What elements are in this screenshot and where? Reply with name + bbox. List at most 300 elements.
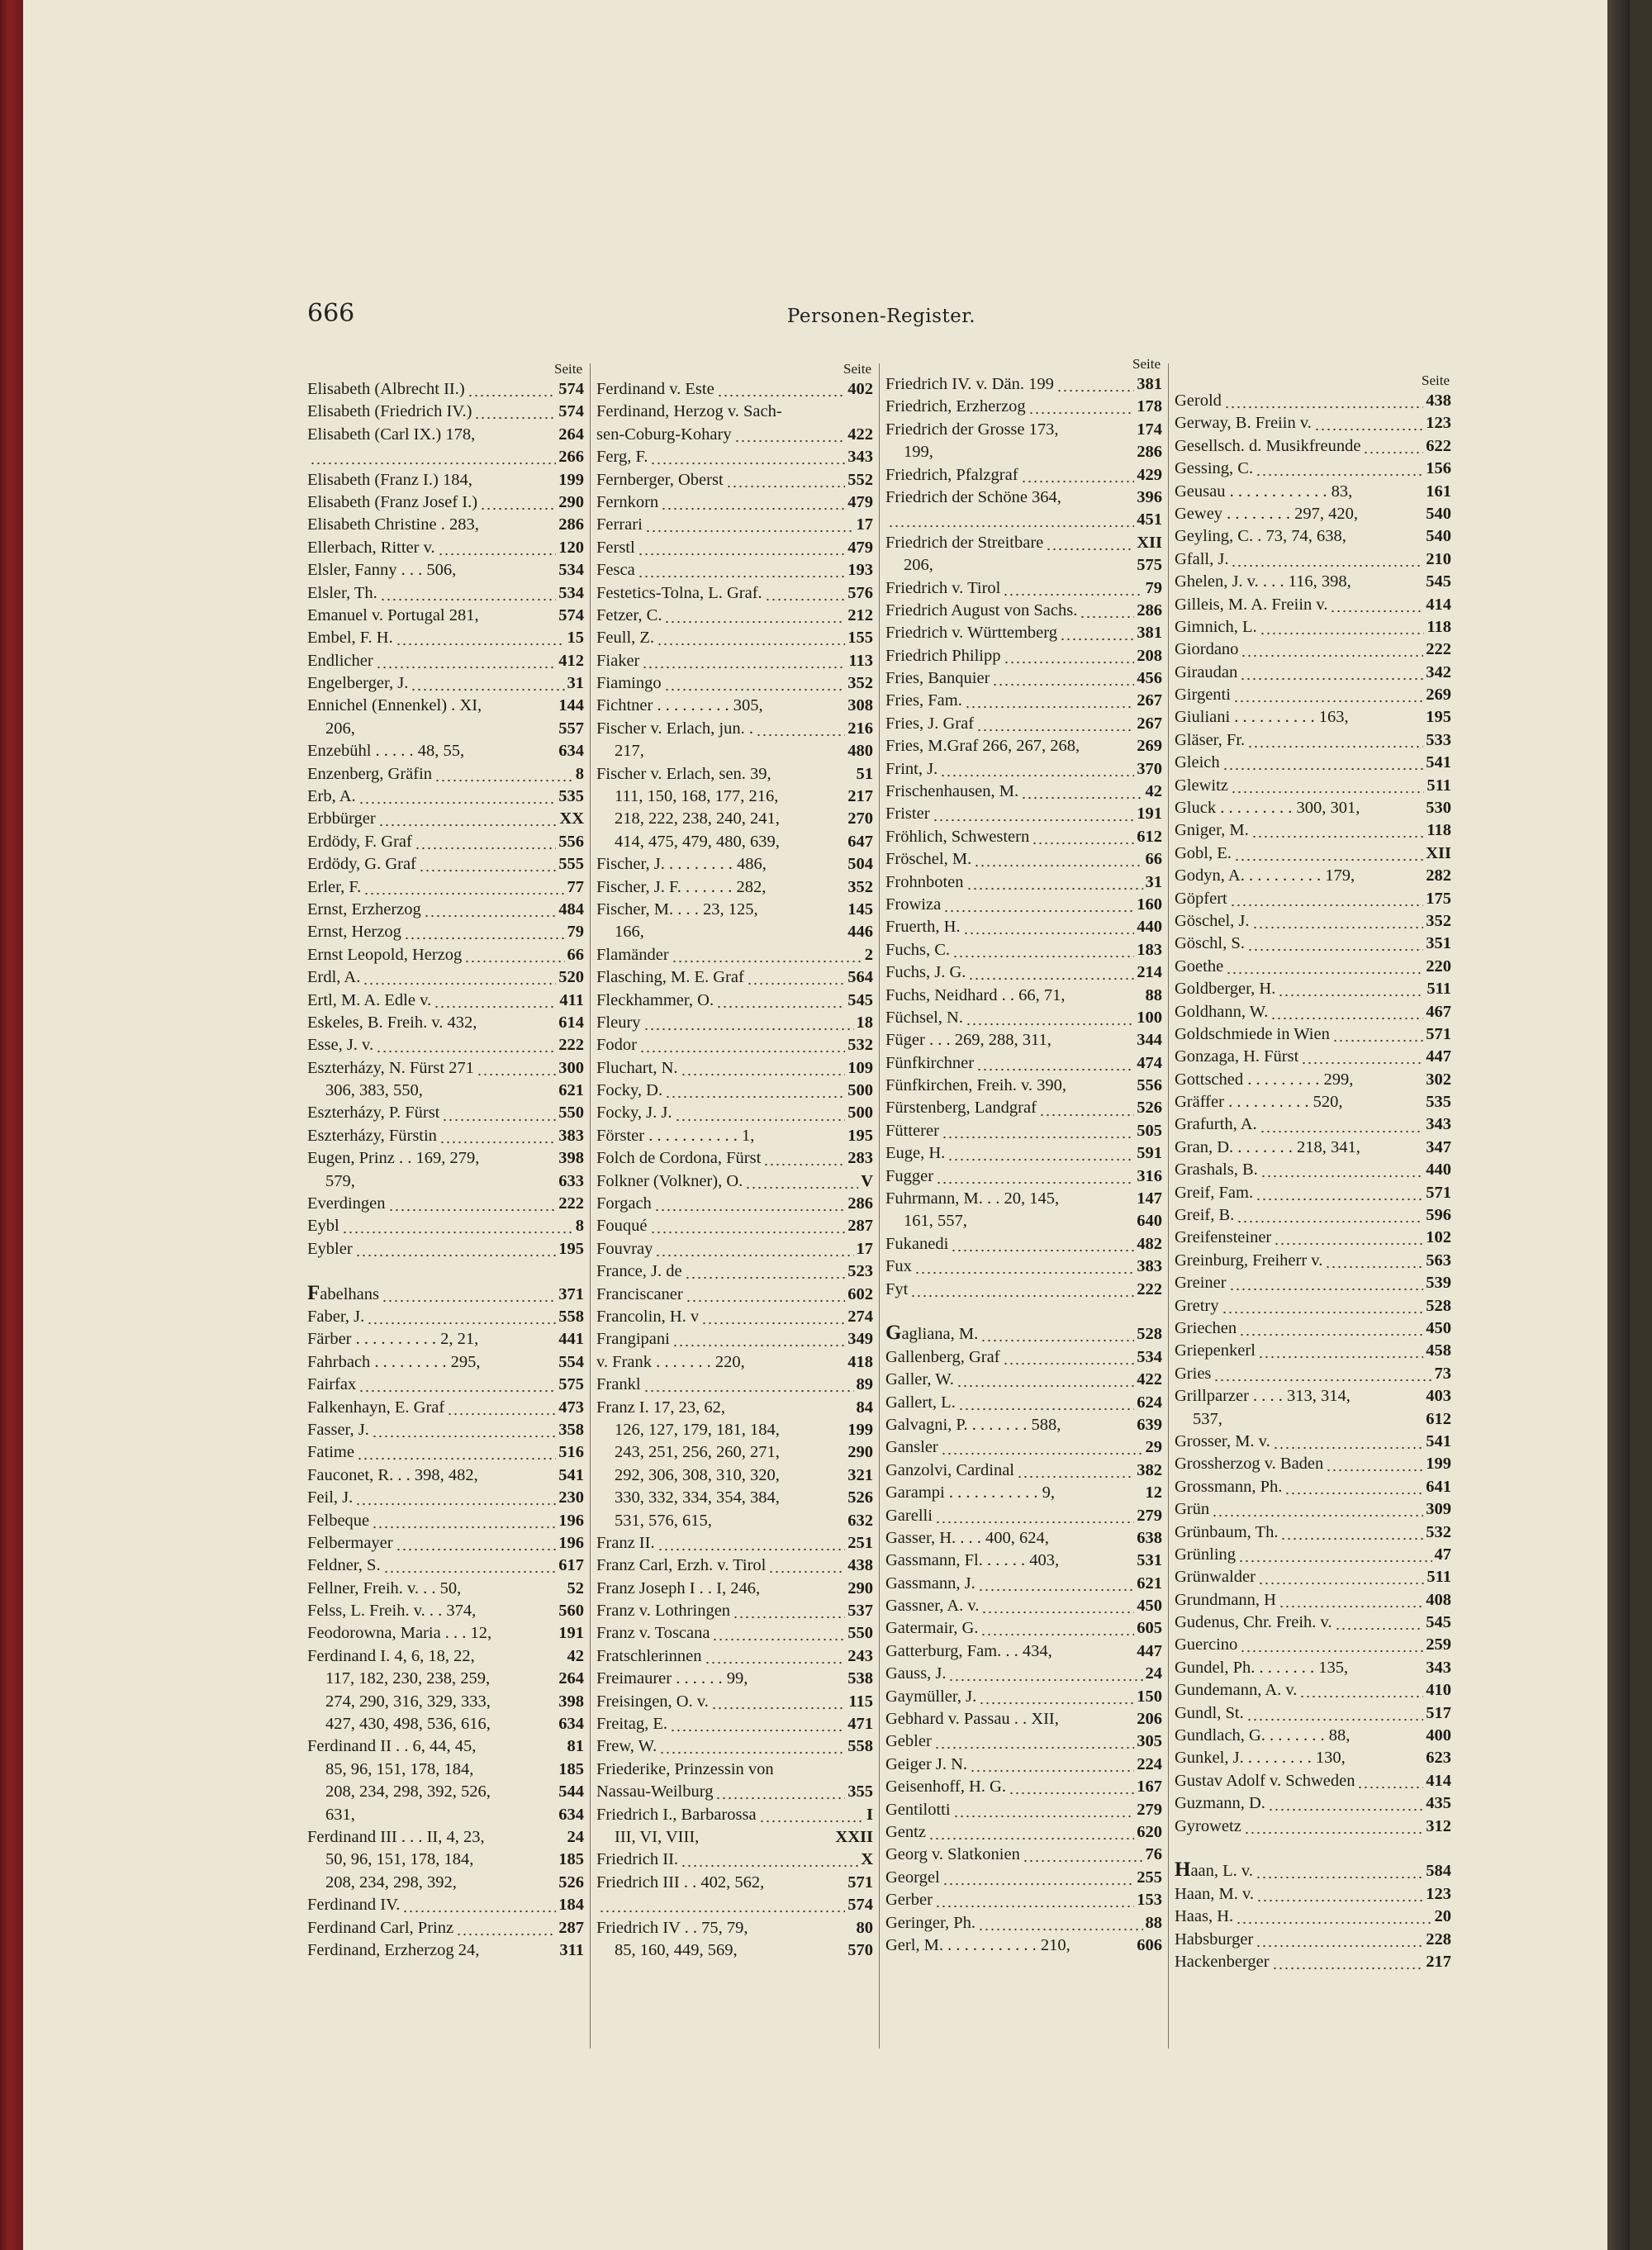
index-entry (1175, 1521, 1451, 1544)
entry-pages: 24 (567, 1827, 584, 1846)
index-entry (596, 921, 873, 943)
leader-dots (464, 944, 564, 966)
entry-pages: 120 (558, 538, 584, 557)
leader-dots (1222, 1295, 1424, 1317)
entry-name: Grashals, B. (1175, 1161, 1258, 1180)
leader-dots (1353, 1385, 1423, 1407)
entry-name: Gyrowetz (1175, 1816, 1241, 1835)
index-entry (885, 1098, 1162, 1120)
entry-pages: 440 (1426, 1161, 1451, 1180)
leader-dots (978, 1912, 1142, 1934)
entry-name: Gries (1175, 1364, 1212, 1383)
entry-pages: 270 (847, 809, 873, 828)
entry-name: 306, 383, 550, (325, 1081, 423, 1100)
leader-dots (1268, 1792, 1423, 1815)
leader-dots (928, 1821, 1134, 1844)
leader-dots (481, 1464, 557, 1487)
entry-pages: 541 (558, 1465, 584, 1484)
entry-name: Giuliani . . . . . . . . . . 163, (1175, 708, 1349, 727)
entry-name: Elisabeth (Friedrich IV.) (307, 402, 472, 421)
leader-dots (1021, 781, 1142, 803)
index-entry (307, 1645, 584, 1668)
leader-dots (769, 853, 845, 876)
leader-dots (936, 441, 1134, 463)
entry-pages: 647 (847, 832, 873, 851)
entry-pages: 191 (558, 1624, 584, 1643)
index-entry (307, 740, 584, 762)
leader-dots (1225, 1408, 1423, 1431)
leader-dots (762, 1578, 845, 1600)
entry-pages: 473 (558, 1398, 584, 1417)
seite-label: Seite (843, 361, 871, 377)
entry-pages: 156 (1426, 459, 1451, 478)
leader-dots (355, 1238, 557, 1260)
leader-dots (650, 446, 845, 468)
index-entry (885, 1776, 1162, 1798)
leader-dots (363, 876, 564, 899)
leader-dots (1351, 1657, 1423, 1679)
entry-name: Erdödy, G. Graf (307, 855, 416, 874)
entry-pages: 574 (558, 402, 584, 421)
entry-pages: 632 (847, 1511, 873, 1530)
entry-pages: 535 (558, 787, 584, 806)
entry-pages: 438 (847, 1556, 873, 1575)
entry-name: Fuchs, Neidhard . . 66, 71, (885, 985, 1066, 1004)
entry-pages: 564 (847, 968, 873, 987)
leader-dots (1260, 616, 1425, 638)
index-entry (307, 1691, 584, 1713)
entry-pages: 526 (1137, 1099, 1162, 1118)
leader-dots (782, 1419, 845, 1441)
leader-dots (1256, 1182, 1423, 1204)
entry-list (885, 373, 1162, 1957)
leader-dots (402, 1894, 556, 1916)
entry-pages: 286 (1137, 600, 1162, 619)
entry-name: Everdingen (307, 1194, 386, 1213)
leader-dots (936, 554, 1134, 577)
index-entry (1175, 865, 1451, 887)
entry-pages: 269 (1426, 686, 1451, 705)
index-entry (1175, 458, 1451, 480)
entry-pages: 456 (1137, 669, 1162, 688)
index-entry (1175, 1657, 1451, 1679)
leader-dots (442, 1103, 556, 1125)
leader-dots (1032, 826, 1134, 848)
entry-name: Enzenberg, Gräfin (307, 764, 433, 783)
entry-pages: 412 (558, 651, 584, 670)
leader-dots (664, 605, 845, 627)
leader-dots (1051, 1527, 1134, 1550)
index-entry (885, 1142, 1162, 1165)
entry-pages: 178 (1137, 397, 1162, 416)
leader-dots (1060, 622, 1134, 644)
index-entry (1175, 797, 1451, 819)
index-entry (307, 1668, 584, 1690)
index-entry (885, 1188, 1162, 1210)
leader-dots (910, 1279, 1134, 1301)
leader-dots (958, 1392, 1134, 1414)
leader-dots (1325, 1250, 1423, 1272)
leader-dots (1279, 1589, 1423, 1612)
leader-dots (357, 1441, 556, 1464)
entry-name: Eskeles, B. Freih. v. 432, (307, 1013, 477, 1032)
index-entry (1175, 1046, 1451, 1068)
entry-name: Griechen (1175, 1319, 1237, 1337)
leader-dots (477, 1057, 556, 1080)
leader-dots (970, 1754, 1134, 1776)
entry-pages: 545 (1426, 572, 1451, 591)
leader-dots (1348, 1747, 1424, 1769)
entry-name: Gerway, B. Freiin v. (1175, 414, 1312, 433)
index-entry (1175, 1453, 1451, 1475)
entry-name: Gunkel, J. . . . . . . . . 130, (1175, 1749, 1346, 1768)
entry-pages: 435 (1426, 1794, 1451, 1813)
leader-dots (966, 871, 1143, 894)
leader-dots (751, 1917, 854, 1939)
entry-pages: 343 (1426, 1115, 1451, 1134)
leader-dots (1363, 1137, 1423, 1159)
index-entry (307, 559, 584, 581)
entry-pages: 623 (1426, 1749, 1451, 1768)
entry-pages: 274 (847, 1308, 873, 1326)
entry-name: Fruerth, H. (885, 918, 961, 937)
index-entry (307, 1193, 584, 1215)
entry-name: Ferdinand IV. (307, 1896, 401, 1915)
seite-label: Seite (554, 361, 582, 377)
entry-name: 208, 234, 298, 392, 526, (325, 1782, 491, 1801)
entry-name: Haas, H. (1175, 1907, 1234, 1926)
entry-name: Gentz (885, 1822, 926, 1841)
entry-name: Fodor (596, 1036, 637, 1055)
entry-name: Elisabeth (Albrecht II.) (307, 379, 465, 398)
entry-name: Fünfkirchen, Freih. v. 390, (885, 1076, 1067, 1095)
index-entry (885, 464, 1162, 487)
entry-pages: 544 (558, 1782, 584, 1801)
entry-pages: 571 (847, 1873, 873, 1892)
leader-dots (434, 763, 573, 786)
entry-pages: 447 (1137, 1641, 1162, 1660)
leader-dots (940, 758, 1134, 781)
index-entry (1175, 1747, 1451, 1769)
entry-pages: 266 (558, 448, 584, 467)
entry-pages: 422 (847, 425, 873, 444)
entry-name: Friedrich IV . . 75, 79, (596, 1918, 748, 1937)
entry-name: Godyn, A. . . . . . . . . . 179, (1175, 866, 1355, 885)
entry-pages: 355 (847, 1782, 873, 1801)
entry-name: Goethe (1175, 956, 1224, 975)
seite-label: Seite (1132, 356, 1161, 372)
entry-name: Forgach (596, 1194, 652, 1213)
entry-name: Grundmann, H (1175, 1590, 1276, 1609)
index-entry (1175, 390, 1451, 412)
index-entry (1175, 1770, 1451, 1792)
entry-pages: 193 (847, 561, 873, 580)
index-entry (885, 961, 1162, 984)
index-entry (1175, 775, 1451, 797)
entry-name: Friedrich der Schöne 364, (885, 487, 1061, 506)
leader-dots (747, 966, 845, 989)
entry-pages: 73 (1434, 1364, 1451, 1383)
entry-name: Gewey . . . . . . . . 297, 420, (1175, 504, 1359, 523)
entry-pages: 539 (1426, 1274, 1451, 1293)
leader-dots (355, 1487, 556, 1509)
leader-dots (1234, 843, 1423, 865)
entry-name: Guzmann, D. (1175, 1794, 1265, 1813)
leader-dots (976, 713, 1134, 735)
leader-dots (380, 582, 556, 605)
section-gap (1175, 1838, 1451, 1860)
index-entry (307, 605, 584, 627)
entry-pages: 160 (1137, 895, 1162, 914)
entry-name: Felss, L. Freih. v. . . 374, (307, 1602, 477, 1621)
entry-pages: 550 (558, 1104, 584, 1123)
entry-name: Fauconet, R. . . 398, 482, (307, 1465, 478, 1484)
leader-dots (1003, 1346, 1135, 1369)
entry-name: Fleury (596, 1013, 641, 1032)
entry-name: Färber . . . . . . . . . . 2, 21, (307, 1330, 479, 1349)
entry-pages: 480 (847, 742, 873, 761)
entry-pages: 400 (1426, 1726, 1451, 1745)
leader-dots (487, 1826, 565, 1849)
entry-name: Endlicher (307, 651, 373, 670)
index-entry (885, 1663, 1162, 1685)
leader-dots (419, 853, 556, 876)
entry-pages: 312 (1426, 1816, 1451, 1835)
entry-name: Gundlach, G. . . . . . . . 88, (1175, 1726, 1351, 1745)
entry-pages: 500 (847, 1104, 873, 1123)
entry-name: Ernst Leopold, Herzog (307, 945, 463, 964)
index-entry (307, 718, 584, 740)
entry-name: Göschel, J. (1175, 911, 1250, 930)
entry-name: Georgel (885, 1868, 940, 1887)
index-entry (1175, 1544, 1451, 1566)
entry-pages: 617 (558, 1556, 584, 1575)
entry-name: Fernberger, Oberst (596, 470, 724, 489)
entry-pages: 311 (559, 1940, 584, 1959)
entry-pages: 634 (558, 742, 584, 761)
leader-dots (493, 1781, 556, 1803)
entry-name: Ferdinand v. Este (596, 379, 714, 398)
entry-pages: 196 (558, 1533, 584, 1552)
index-entry (307, 469, 584, 491)
leader-dots (1057, 1482, 1143, 1504)
leader-dots (757, 1125, 845, 1147)
entry-pages: 545 (847, 990, 873, 1009)
index-entry (596, 1510, 873, 1532)
leader-dots (701, 1826, 833, 1849)
index-entry (1175, 1001, 1451, 1023)
leader-dots (1260, 1159, 1423, 1181)
leader-dots (438, 537, 557, 559)
index-entry (885, 1595, 1162, 1617)
entry-pages: 352 (847, 877, 873, 896)
entry-name: Grün (1175, 1500, 1210, 1519)
index-entry (885, 600, 1162, 622)
leader-dots (1240, 662, 1423, 684)
entry-name: Esse, J. v. (307, 1036, 374, 1055)
entry-name: Nassau-Weilburg (596, 1782, 714, 1801)
index-entry (307, 1238, 584, 1260)
entry-name: Füger . . . 269, 288, 311, (885, 1031, 1051, 1050)
index-entry (885, 396, 1162, 418)
index-entry (885, 916, 1162, 938)
index-entry (307, 1917, 584, 1939)
index-entry (1175, 1951, 1451, 1973)
entry-pages: 526 (847, 1488, 873, 1507)
leader-dots (1054, 1029, 1134, 1051)
entry-name: Fatime (307, 1443, 354, 1462)
entry-name: Grillparzer . . . . 313, 314, (1175, 1387, 1351, 1406)
leader-dots (378, 808, 558, 830)
entry-name: Greif, B. (1175, 1206, 1235, 1225)
entry-name: Förster . . . . . . . . . . . 1, (596, 1126, 755, 1145)
entry-pages: 612 (1426, 1409, 1451, 1428)
leader-dots (953, 1799, 1135, 1821)
entry-name: Folkner (Volkner), O. (596, 1171, 743, 1190)
entry-name: Fahrbach . . . . . . . . . 295, (307, 1352, 481, 1371)
entry-name: Gallert, L. (885, 1393, 956, 1412)
entry-pages: 185 (558, 1759, 584, 1778)
index-entry (1175, 1159, 1451, 1181)
entry-name: 85, 160, 449, 569, (615, 1940, 738, 1959)
index-entry (596, 853, 873, 876)
leader-dots (1222, 752, 1424, 774)
index-entry (307, 1826, 584, 1849)
entry-pages: 538 (847, 1669, 873, 1688)
leader-dots (1233, 684, 1423, 706)
leader-dots (1212, 1498, 1423, 1521)
leader-dots (768, 876, 845, 899)
entry-name: Folch de Cordona, Fürst (596, 1149, 762, 1168)
entry-name: Gundemann, A. v. (1175, 1681, 1298, 1700)
entry-name: Fichtner . . . . . . . . . 305, (596, 696, 763, 715)
leader-dots (672, 1328, 845, 1350)
leader-dots (763, 1147, 845, 1170)
leader-dots (981, 1595, 1134, 1617)
entry-name: Fütterer (885, 1121, 939, 1140)
leader-dots (782, 808, 845, 830)
entry-name: Grosser, M. v. (1175, 1431, 1270, 1450)
entry-name: Fünfkirchner (885, 1053, 975, 1072)
leader-dots (468, 378, 557, 401)
entry-name: 217, (615, 742, 644, 761)
entry-pages: 556 (1137, 1076, 1162, 1095)
index-entry (885, 1889, 1162, 1911)
index-entry (1175, 481, 1451, 503)
entry-pages: 79 (567, 923, 584, 942)
leader-dots (493, 1713, 556, 1735)
entry-name: Ferdinand Carl, Prinz (307, 1918, 454, 1937)
index-entry (885, 1640, 1162, 1663)
entry-pages: 575 (1137, 556, 1162, 575)
index-entry (596, 401, 873, 423)
entry-pages: 537 (847, 1602, 873, 1621)
entry-name: Girgenti (1175, 686, 1231, 705)
entry-pages: 352 (1426, 911, 1451, 930)
leader-dots (478, 1735, 564, 1758)
leader-dots (1256, 458, 1423, 480)
index-entry (307, 1735, 584, 1758)
leader-dots (659, 1735, 845, 1758)
leader-dots (670, 1713, 845, 1735)
leader-dots (947, 1142, 1134, 1165)
entry-name: Flamänder (596, 945, 669, 964)
entry-name: Gatterburg, Fam. . . 434, (885, 1641, 1052, 1660)
index-entry (596, 378, 873, 401)
entry-pages: 279 (1137, 1800, 1162, 1819)
index-entry (1175, 1431, 1451, 1453)
index-entry (1175, 1883, 1451, 1906)
entry-name: Friedrich der Grosse 173, (885, 420, 1059, 439)
entry-name: Franz v. Toscana (596, 1624, 710, 1643)
index-entry (885, 1482, 1162, 1504)
leader-dots (1246, 1702, 1424, 1725)
index-entry (307, 944, 584, 966)
leader-dots (1056, 373, 1134, 396)
entry-name: Friedrich IV. v. Dän. 199 (885, 374, 1054, 393)
entry-list (1175, 390, 1451, 1973)
leader-dots (1360, 503, 1423, 525)
index-entry (1175, 548, 1451, 571)
leader-dots (479, 1012, 556, 1034)
entry-name: 208, 234, 298, 392, (325, 1873, 457, 1892)
leader-dots (888, 509, 1134, 531)
index-entry (885, 781, 1162, 803)
leader-dots (1231, 548, 1423, 571)
entry-pages: 18 (856, 1013, 873, 1032)
index-entry (307, 1306, 584, 1328)
index-entry (307, 831, 584, 853)
entry-pages: 109 (847, 1058, 873, 1077)
entry-name: Focky, D. (596, 1081, 663, 1100)
leader-dots (992, 667, 1134, 690)
index-entry (885, 939, 1162, 961)
entry-name: Grossherzog v. Baden (1175, 1455, 1324, 1474)
index-entry (885, 373, 1162, 396)
entry-pages: 342 (1426, 662, 1451, 681)
index-entry (596, 1668, 873, 1690)
entry-pages: 634 (558, 1805, 584, 1824)
entry-name: Feodorowna, Maria . . . 12, (307, 1624, 492, 1643)
entry-pages: 184 (558, 1896, 584, 1915)
entry-name: Gasser, H. . . . 400, 624, (885, 1528, 1049, 1547)
entry-name: Gassmann, J. (885, 1574, 976, 1593)
entry-name: Fuchs, C. (885, 940, 951, 959)
entry-pages: 343 (847, 448, 873, 467)
leader-dots (966, 1007, 1134, 1029)
entry-name: 579, (325, 1171, 355, 1190)
leader-dots (1004, 645, 1135, 667)
entry-pages: 118 (1427, 617, 1451, 636)
entry-name: Friedrich Philipp (885, 646, 1001, 665)
entry-name: Fischer v. Erlach, jun. . (596, 719, 753, 738)
index-entry (307, 514, 584, 536)
entry-pages: 505 (1137, 1121, 1162, 1140)
index-entry (1175, 435, 1451, 458)
index-entry (1175, 594, 1451, 616)
index-columns (307, 355, 1455, 2131)
leader-dots (342, 1215, 573, 1237)
entry-name: Fouvray (596, 1239, 653, 1258)
entry-name: Griepenkerl (1175, 1341, 1256, 1360)
leader-dots (965, 690, 1134, 712)
entry-name: Friedrich III . . 402, 562, (596, 1873, 765, 1892)
entry-name: Ernst, Herzog (307, 923, 401, 942)
entry-name: Frangipani (596, 1330, 670, 1349)
leader-dots (914, 1256, 1134, 1278)
entry-name: Erler, F. (307, 877, 362, 896)
entry-name: Göpfert (1175, 889, 1227, 908)
